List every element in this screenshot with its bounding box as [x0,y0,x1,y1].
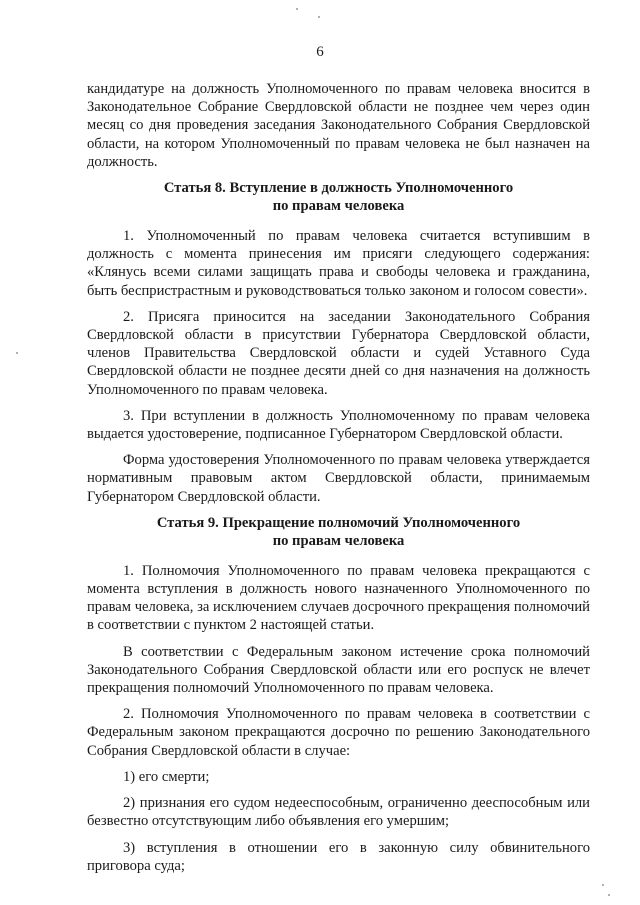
list-item: 3) вступления в отношении его в законную силу обвинительного приговора суда; [87,839,590,874]
paragraph: 1. Уполномоченный по правам человека считается вступившим в должность с момента принесения им присяги следующего содержания: «Клянусь всеми силами защищать права и свободы человека и гражданина, быть беспристрастным и руководствоваться только законом и голосом совести». [87,228,590,299]
paragraph: 3. При вступлении в должность Уполномоченному по правам человека выдается удостоверение, подписанное Губернатором Свердловской области. [87,407,590,443]
heading-line: Статья 8. Вступление в должность Уполномоченного [163,180,514,197]
scan-speck [296,8,298,10]
heading-line: Статья 9. Прекращение полномочий Уполномоченного [156,514,521,531]
scan-speck [318,16,320,18]
page-number: 6 [316,44,324,60]
paragraph: 1. Полномочия Уполномоченного по правам человека прекращаются с момента вступления в должность нового назначенного Уполномоченного по правам человека, за исключением случаев досрочного прекращения полномочий в соответствии с пунктом 2 настоящей статьи. [87,562,590,634]
paragraph: В соответствии с Федеральным законом истечение срока полномочий Законодательного Собрания Свердловской области или его роспуск не влечет прекращения полномочий Уполномоченного по правам человека. [87,643,590,697]
paragraph: 2. Полномочия Уполномоченного по правам человека в соответствии с Федеральным законом прекращаются досрочно по решению Законодательного Собрания Свердловской области в случае: [87,706,590,759]
list-item: 1) его смерти; [123,768,210,785]
paragraph: Форма удостоверения Уполномоченного по правам человека утверждается нормативным правовым актом Свердловской области, принимаемым Губернатором Свердловской области. [87,452,590,505]
document-body [87,80,590,883]
scan-speck [16,352,18,354]
paragraph: 2. Присяга приносится на заседании Законодательного Собрания Свердловской области в присутствии Губернатора Свердловской области, членов Правительства Свердловской области и судей Уставного Суда Свердловской области не позднее десяти дней со дня назначения на должность Уполномоченного по правам человека. [87,308,590,398]
scan-speck [608,894,610,896]
scan-speck [602,884,604,886]
article-9-heading [87,514,590,550]
heading-line: по правам человека [272,532,405,549]
paragraph: кандидатуре на должность Уполномоченного по правам человека вносится в Законодательное Собрание Свердловской области не позднее чем через один месяц со дня проведения заседания Законодательного Собрания Свердловской области, на котором Уполномоченный по правам человека не был назначен на должность. [87,81,590,170]
list-item: 2) признания его судом недееспособным, ограниченно дееспособным или безвестно отсутствующим либо объявления его умершим; [87,795,590,830]
article-8-heading [87,179,590,215]
heading-line: по правам человека [272,198,405,215]
